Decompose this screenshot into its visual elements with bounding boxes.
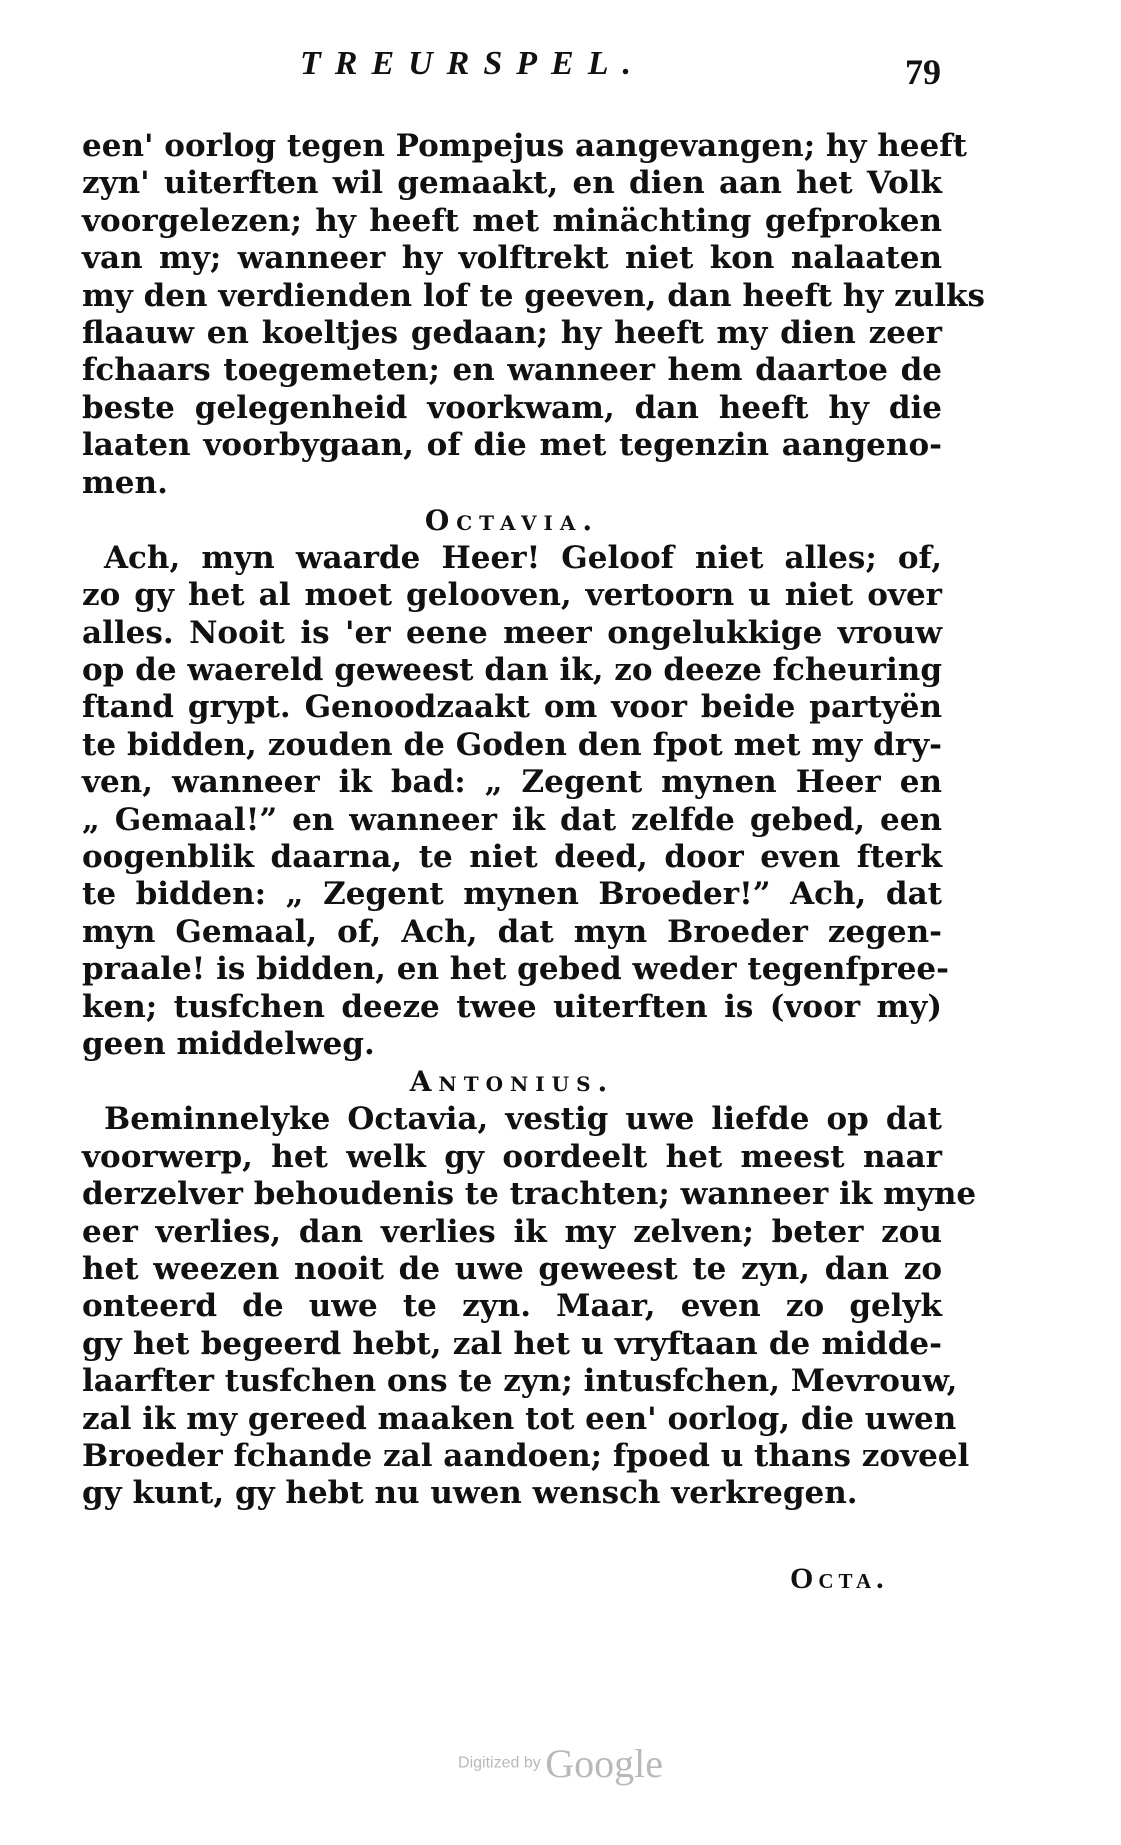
text-line: praale! is bidden, en het gebed weder tegenfpree- xyxy=(82,951,950,988)
page-number: 79 xyxy=(905,52,941,92)
page-header xyxy=(0,45,1121,105)
text-line: op de waereld geweest dan ik, zo deeze fcheuring xyxy=(82,652,942,689)
text-line: „ Gemaal!” en wanneer ik dat zelfde gebed, een xyxy=(82,801,942,838)
speaker-heading-antonius: Antonius. xyxy=(409,1065,615,1099)
text-line: voorgelezen; hy heeft met minächting gefproken xyxy=(82,202,942,239)
text-line: geen middelweg. xyxy=(82,1025,375,1062)
text-line: onteerd de uwe te zyn. Maar, even zo gelyk xyxy=(82,1288,942,1325)
text-line: Beminnelyke Octavia, vestig uwe liefde op dat xyxy=(104,1101,942,1138)
text-line: alles. Nooit is 'er eene meer ongelukkige vrouw xyxy=(82,614,942,651)
text-line: eer verlies, dan verlies ik my zelven; beter zou xyxy=(82,1213,942,1250)
text-line: het weezen nooit de uwe geweest te zyn, dan zo xyxy=(82,1250,942,1287)
text-line: oogenblik daarna, te niet deed, door even fterk xyxy=(82,839,942,876)
speaker-heading-octavia: Octavia. xyxy=(424,503,600,537)
text-line: derzelver behoudenis te trachten; wanneer ik myne xyxy=(82,1176,977,1213)
text-line: zal ik my gereed maaken tot een' oorlog, die uwen xyxy=(82,1400,957,1437)
text-line: zyn' uiterften wil gemaakt, en dien aan het Volk xyxy=(82,165,942,202)
text-line: my den verdienden lof te geeven, dan heeft hy zulks xyxy=(82,277,985,314)
text-line: gy het begeerd hebt, zal het u vryftaan de midde- xyxy=(82,1325,942,1362)
text-line: gy kunt, gy hebt nu uwen wensch verkregen. xyxy=(82,1475,858,1512)
text-line: van my; wanneer hy volftrekt niet kon nalaaten xyxy=(82,240,942,277)
text-line: Broeder fchande zal aandoen; fpoed u thans zoveel xyxy=(82,1437,970,1474)
text-line: fchaars toegemeten; en wanneer hem daartoe de xyxy=(82,352,942,389)
paragraph-2 xyxy=(82,539,950,1063)
page-text xyxy=(82,128,985,1513)
text-line: te bidden: „ Zegent mynen Broeder!” Ach, dat xyxy=(82,876,942,913)
digitized-watermark xyxy=(0,1740,1121,1787)
text-line: men. xyxy=(82,464,168,501)
text-line: te bidden, zouden de Goden den fpot met my dry- xyxy=(82,726,942,763)
text-line: Ach, myn waarde Heer! Geloof niet alles; of, xyxy=(104,539,942,576)
text-line: beste gelegenheid voorkwam, dan heeft hy die xyxy=(82,389,942,426)
paragraph-1 xyxy=(82,128,985,502)
text-line: laaten voorbygaan, of die met tegenzin aangeno- xyxy=(82,427,942,464)
running-title: TREURSPEL. xyxy=(300,45,645,82)
text-line: flaauw en koeltjes gedaan; hy heeft my dien zeer xyxy=(82,314,942,351)
text-line: voorwerp, het welk gy oordeelt het meest naar xyxy=(82,1138,942,1175)
text-line: ftand grypt. Genoodzaakt om voor beide partyën xyxy=(82,689,942,726)
catchword: Octa. xyxy=(790,1562,889,1595)
watermark-brand: Google xyxy=(545,1741,663,1786)
text-line: laarfter tusfchen ons te zyn; intusfchen, Mevrouw, xyxy=(82,1363,958,1400)
text-line: myn Gemaal, of, Ach, dat myn Broeder zegen- xyxy=(82,913,942,950)
watermark-prefix: Digitized by xyxy=(458,1754,541,1772)
text-line: ven, wanneer ik bad: „ Zegent mynen Heer en xyxy=(82,764,942,801)
text-line: ken; tusfchen deeze twee uiterften is (voor my) xyxy=(82,988,942,1025)
paragraph-3 xyxy=(82,1101,977,1512)
text-line: een' oorlog tegen Pompejus aangevangen; hy heeft xyxy=(82,128,967,164)
text-line: zo gy het al moet gelooven, vertoorn u niet over xyxy=(82,577,942,614)
